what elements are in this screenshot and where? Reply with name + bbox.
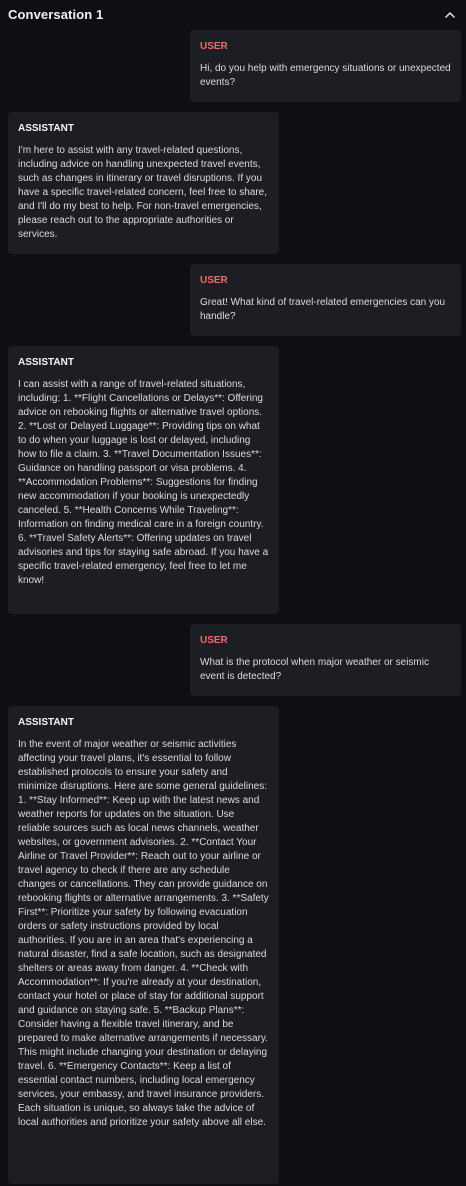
message-role: ASSISTANT xyxy=(18,357,74,368)
message-text: Great! What kind of travel-related emergencies can you handle? xyxy=(200,297,448,322)
assistant-message xyxy=(8,346,279,614)
message-role: USER xyxy=(200,635,228,646)
conversation-header[interactable] xyxy=(0,0,466,28)
assistant-message xyxy=(8,112,279,254)
message-text: In the event of major weather or seismic activities affecting your travel plans, it's essential to follow established protocols to ensure your safety and minimize disruptions. Here are some general guidelines: 1. **Stay Informed**: Keep up with the latest news and weather reports for updates on the situation. Use reliable sources such as local news channels, weather websites, or government advisories. 2. **Contact Your Airline or Travel Provider**: Reach out to your airline or travel agency to check if there are any schedule changes or cancellations. They can provide guidance on rebooking flights or alternative arrangements. 3. **Safety First**: Prioritize your safety by following evacuation orders or safety instructions provided by local authorities. If you are in an area that's experiencing a natural disaster, find a safe location, such as designated shelters or areas away from danger. 4. **Check with Accommodation**: If you're already at your destination, contact your hotel or place of stay for additional support and guidance on staying safe. 5. **Backup Plans**: Consider having a flexible travel itinerary, and be prepared to make alternative arrangements if necessary. This might include changing your destination or delaying travel. 6. **Emergency Contacts**: Keep a list of essential contact numbers, including local emergency services, your embassy, and travel insurance providers. Each situation is unique, so always take the advice of local authorities and prioritize your safety above all else. xyxy=(18,739,272,1128)
user-message xyxy=(190,624,461,696)
message-text: I can assist with a range of travel-related situations, including: 1. **Flight Cancellations or Delays**: Offering advice on rebooking flights or alternative travel options. 2. **Lost or Delayed Luggage**: Providing tips on what to do when your luggage is lost or delayed, including how to file a claim. 3. **Travel Documentation Issues**: Guidance on handling passport or visa problems. 4. **Accommodation Problems**: Suggestions for finding new accommodation if your booking is unexpectedly canceled. 5. **Health Concerns While Traveling**: Information on finding medical care in a foreign country. 6. **Travel Safety Alerts**: Offering updates on travel advisories and tips for staying safe abroad. If you have a specific travel-related emergency, feel free to let me know! xyxy=(18,379,271,586)
message-role: ASSISTANT xyxy=(18,717,74,728)
message-role: USER xyxy=(200,41,228,52)
user-message xyxy=(190,264,461,336)
message-text: I'm here to assist with any travel-related questions, including advice on handling unexpected travel events, such as changes in itinerary or travel disruptions. If you have a specific travel-related concern, feel free to share, and I'll do my best to help. For non-travel emergencies, please reach out to the appropriate authorities or services. xyxy=(18,145,270,240)
message-text: Hi, do you help with emergency situations or unexpected events? xyxy=(200,63,454,88)
chevron-up-icon[interactable] xyxy=(444,8,456,20)
user-message xyxy=(190,30,461,102)
assistant-message xyxy=(8,706,279,1184)
conversation-title: Conversation 1 xyxy=(8,6,104,22)
message-role: ASSISTANT xyxy=(18,123,74,134)
message-text: What is the protocol when major weather or seismic event is detected? xyxy=(200,657,432,682)
message-role: USER xyxy=(200,275,228,286)
